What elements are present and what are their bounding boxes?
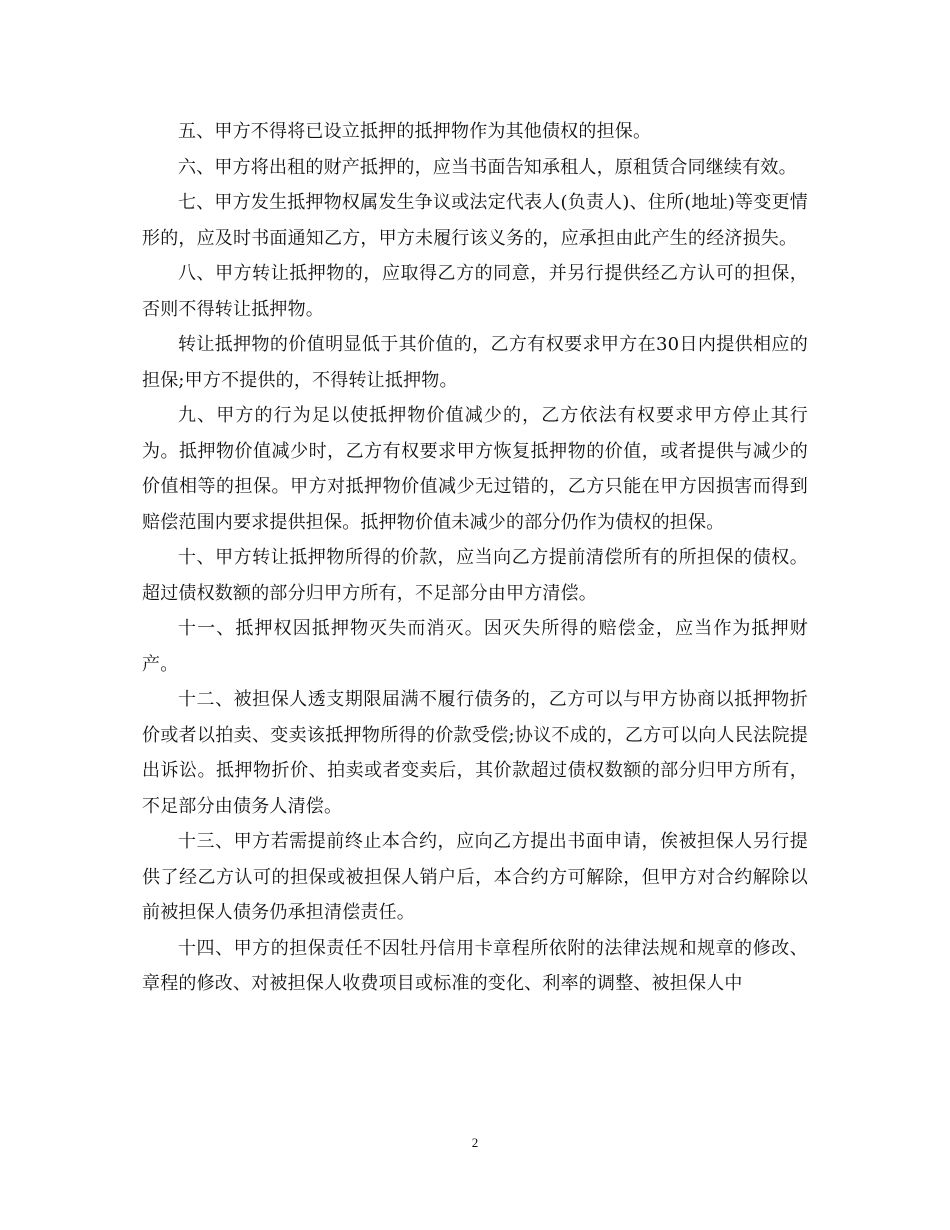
paragraph-clause-6: 六、甲方将出租的财产抵押的，应当书面告知承租人，原租赁合同继续有效。 [178,156,797,178]
paragraph-clause-13: 十三、甲方若需提前终止本合约，应向乙方提出书面申请，俟被担保人另行提供了经乙方认可的担保或被担保人销户后，本合约方可解除，但甲方对合约解除以前被担保人债务仍承担清偿责任。 [142,831,808,923]
paragraph-clause-7: 七、甲方发生抵押物权属发生争议或法定代表人(负责人)、住所(地址)等变更情形的，应及时书面通知乙方，甲方未履行该义务的，应承担由此产生的经济损失。 [142,192,808,249]
paragraph-clause-14: 十四、甲方的担保责任不因牡丹信用卡章程所依附的法律法规和规章的修改、章程的修改、对被担保人收费项目或标准的变化、利率的调整、被担保人中 [142,937,808,994]
page-number: 2 [471,1135,479,1150]
paragraph-clause-8: 八、甲方转让抵押物的，应取得乙方的同意，并另行提供经乙方认可的担保，否则不得转让抵押物。 [142,263,808,320]
paragraph-clause-9: 九、甲方的行为足以使抵押物价值减少的，乙方依法有权要求甲方停止其行为。抵押物价值减少时，乙方有权要求甲方恢复抵押物的价值，或者提供与减少的价值相等的担保。甲方对抵押物价值减少无过错的，乙方只能在甲方因损害而得到赔偿范围内要求提供担保。抵押物价值未减少的部分仍作为债权的担保。 [142,405,808,533]
document-body [142,114,808,1002]
paragraph-clause-10: 十、甲方转让抵押物所得的价款，应当向乙方提前清偿所有的所担保的债权。超过债权数额的部分归甲方所有，不足部分由甲方清偿。 [142,547,808,604]
paragraph-clause-11: 十一、抵押权因抵押物灭失而消灭。因灭失所得的赔偿金，应当作为抵押财产。 [142,618,808,675]
paragraph-clause-8-continued: 转让抵押物的价值明显低于其价值的，乙方有权要求甲方在30日内提供相应的担保;甲方不提供的，不得转让抵押物。 [142,334,808,391]
paragraph-clause-12: 十二、被担保人透支期限届满不履行债务的，乙方可以与甲方协商以抵押物折价或者以拍卖、变卖该抵押物所得的价款受偿;协议不成的，乙方可以向人民法院提出诉讼。抵押物折价、拍卖或者变卖后，其价款超过债权数额的部分归甲方所有，不足部分由债务人清偿。 [142,689,808,817]
paragraph-clause-5: 五、甲方不得将已设立抵押的抵押物作为其他债权的担保。 [178,121,652,142]
